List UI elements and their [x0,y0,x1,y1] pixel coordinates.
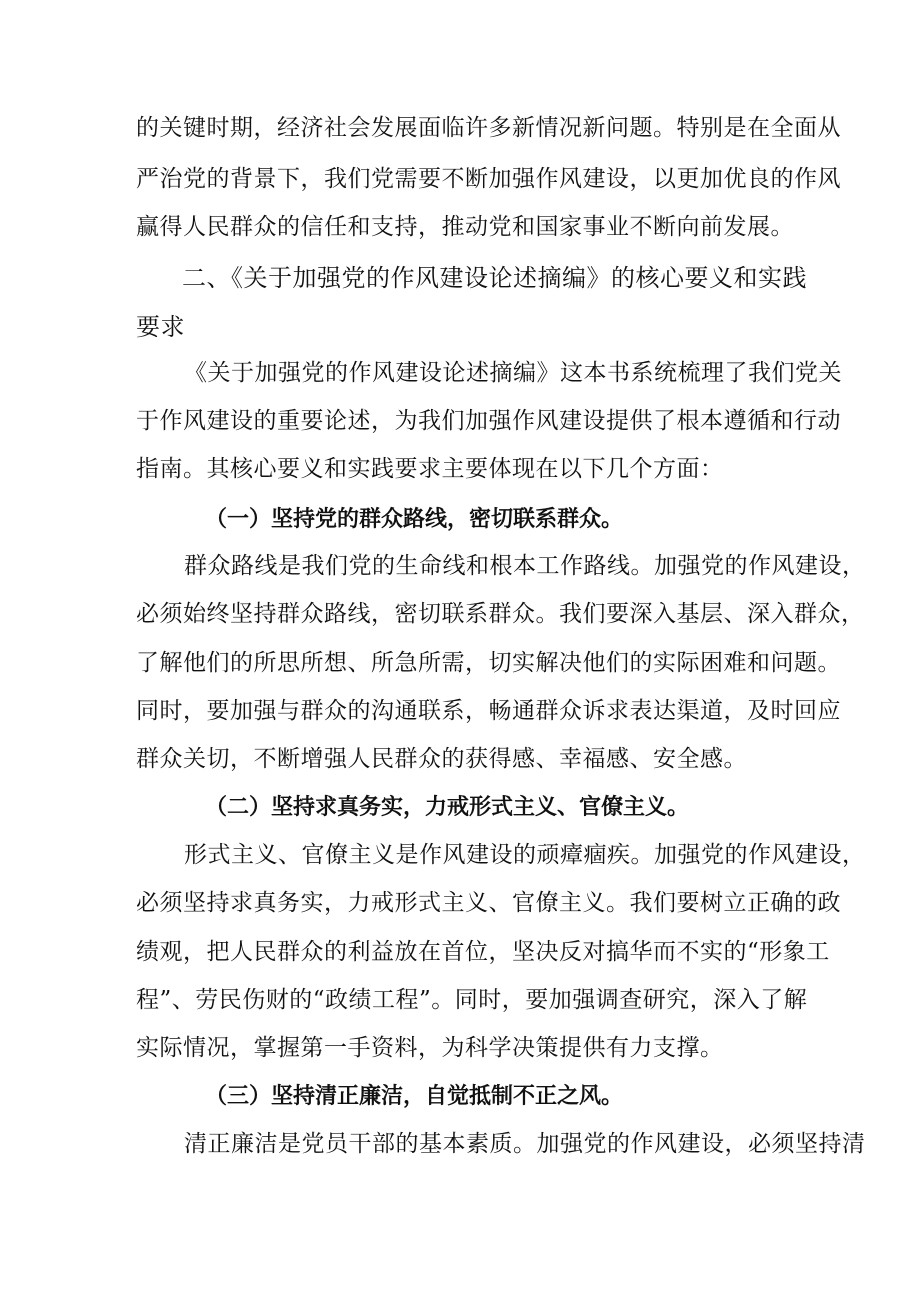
body-text-line: 的关键时期，经济社会发展面临许多新情况新问题。特别是在全面从 [136,115,841,141]
body-text-line: 赢得人民群众的信任和支持，推动党和国家事业不断向前发展。 [136,214,794,240]
body-text-line: 程”、劳民伤财的“政绩工程”。同时，要加强调查研究，深入了解 [136,987,808,1013]
body-text-line: 群众路线是我们党的生命线和根本工作路线。加强党的作风建设， [184,553,866,579]
section-heading: 二、《关于加强党的作风建设论述摘编》的核心要义和实践 [182,264,807,292]
body-text-line: 同时，要加强与群众的沟通联系，畅通群众诉求表达渠道，及时回应 [136,698,841,724]
body-text-line: 实际情况，掌握第一手资料，为科学决策提供有力支撑。 [136,1035,724,1061]
body-text-line: 严治党的背景下，我们党需要不断加强作风建设，以更加优良的作风 [136,166,841,192]
section-heading-continued: 要求 [136,313,185,341]
body-text-line: 了解他们的所思所想、所急所需，切实解决他们的实际困难和问题。 [136,650,841,676]
body-text-line: 《关于加强党的作风建设论述摘编》这本书系统梳理了我们党关 [184,360,842,386]
body-text-line: 指南。其核心要义和实践要求主要体现在以下几个方面： [136,456,724,482]
subsection-title: （一）坚持党的群众路线，密切联系群众。 [205,507,624,532]
body-text-line: 必须始终坚持群众路线，密切联系群众。我们要深入基层、深入群众， [136,601,865,627]
body-text-line: 清正廉洁是党员干部的基本素质。加强党的作风建设，必须坚持清 [184,1131,866,1157]
subsection-title: （三）坚持清正廉洁，自觉抵制不正之风。 [205,1084,624,1109]
body-text-line: 绩观，把人民群众的利益放在首位，坚决反对搞华而不实的“形象工 [136,939,830,965]
body-text-line: 必须坚持求真务实，力戒形式主义、官僚主义。我们要树立正确的政 [136,890,841,916]
body-text-line: 形式主义、官僚主义是作风建设的顽瘴痼疾。加强党的作风建设， [184,842,866,868]
subsection-title: （二）坚持求真务实，力戒形式主义、官僚主义。 [205,795,690,820]
body-text-line: 于作风建设的重要论述，为我们加强作风建设提供了根本遵循和行动 [136,408,841,434]
body-text-line: 群众关切，不断增强人民群众的获得感、幸福感、安全感。 [136,746,747,772]
